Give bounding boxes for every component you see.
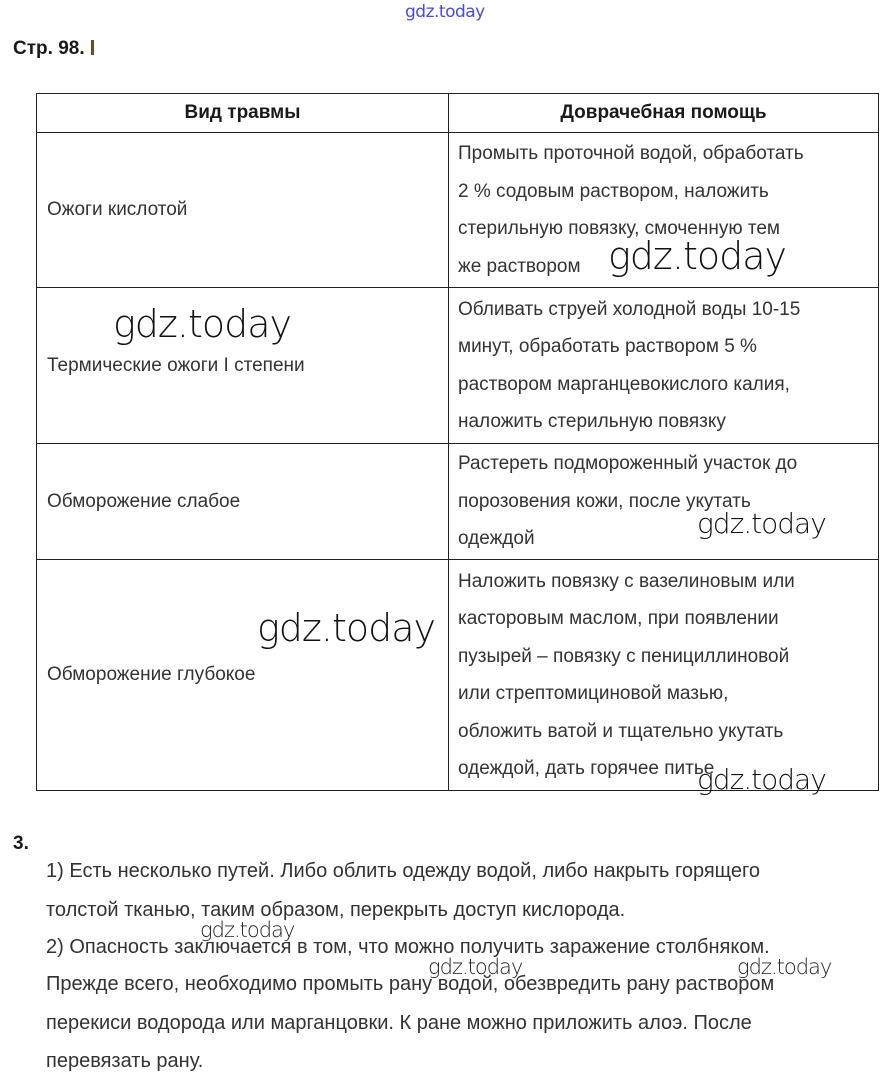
table-row [37, 560, 879, 791]
page-title-text: Стр. 98. [13, 38, 85, 59]
answer-line: Прежде всего, необходимо промыть рану водой, обезвредить рану раствором [46, 973, 775, 995]
table-header-row [37, 94, 879, 133]
answer-line: перевязать рану. [46, 1050, 204, 1072]
watermark: gdz.today [428, 955, 523, 979]
aid-line: Растереть подмороженный участок до [458, 453, 798, 475]
aid-line: минут, обработать раствором 5 % [458, 336, 757, 357]
watermark: gdz.today [697, 763, 826, 796]
answer-line: перекиси водорода или марганцовки. К ране можно приложить алоэ. После [46, 1012, 752, 1034]
aid-line: стерильную повязку, смоченную тем [458, 218, 780, 239]
scan-artifact [91, 40, 94, 55]
watermark: gdz.today [697, 507, 826, 540]
watermark: gdz.today [200, 918, 295, 942]
injury-cell: Ожоги кислотой [37, 133, 449, 288]
aid-line: 2 % содовым раствором, наложить [458, 180, 769, 202]
aid-cell [449, 444, 879, 560]
aid-line: Промыть проточной водой, обработать [458, 143, 804, 164]
answer-line: 2) Опасность заключается в том, что можно получить заражение столбняком. [46, 936, 770, 958]
injury-cell: Термические ожоги I степени [37, 288, 449, 444]
aid-line: Обливать струей холодной воды 10-15 [458, 298, 801, 320]
aid-line: пузырей – повязку с пенициллиновой [458, 645, 790, 667]
watermark: gdz.today [737, 955, 832, 979]
task-number: 3. [13, 833, 29, 854]
aid-cell [449, 560, 879, 791]
watermark: gdz.today [608, 234, 786, 278]
aid-line: раствором марганцевокислого калия, [458, 373, 790, 395]
aid-line: касторовым маслом, при появлении [458, 608, 779, 629]
aid-line: одеждой, дать горячее питье [458, 758, 715, 779]
answer-line: 1) Есть несколько путей. Либо облить одежду водой, либо накрыть горящего [46, 860, 761, 882]
watermark-top: gdz.today [405, 2, 485, 22]
aid-line: Наложить повязку с вазелиновым или [458, 570, 795, 592]
aid-line: или стрептомициновой мазью, [458, 683, 729, 704]
first-aid-table [36, 93, 879, 791]
aid-line: одеждой [458, 528, 535, 550]
aid-line: обложить ватой и тщательно укутать [458, 720, 784, 742]
aid-line: же раствором [458, 255, 581, 277]
watermark: gdz.today [257, 606, 435, 650]
header-injury-type: Вид травмы [37, 94, 449, 133]
answer-line: толстой тканью, таким образом, перекрыть доступ кислорода. [46, 899, 626, 921]
injury-cell: Обморожение слабое [37, 444, 449, 560]
injury-cell: Обморожение глубокое [37, 560, 449, 791]
aid-line: наложить стерильную повязку [458, 411, 726, 432]
watermark: gdz.today [113, 302, 291, 346]
aid-cell [449, 288, 879, 444]
aid-line: порозовения кожи, после укутать [458, 490, 751, 512]
page-title [13, 38, 94, 60]
table-row [37, 444, 879, 560]
header-first-aid: Доврачебная помощь [449, 94, 879, 133]
